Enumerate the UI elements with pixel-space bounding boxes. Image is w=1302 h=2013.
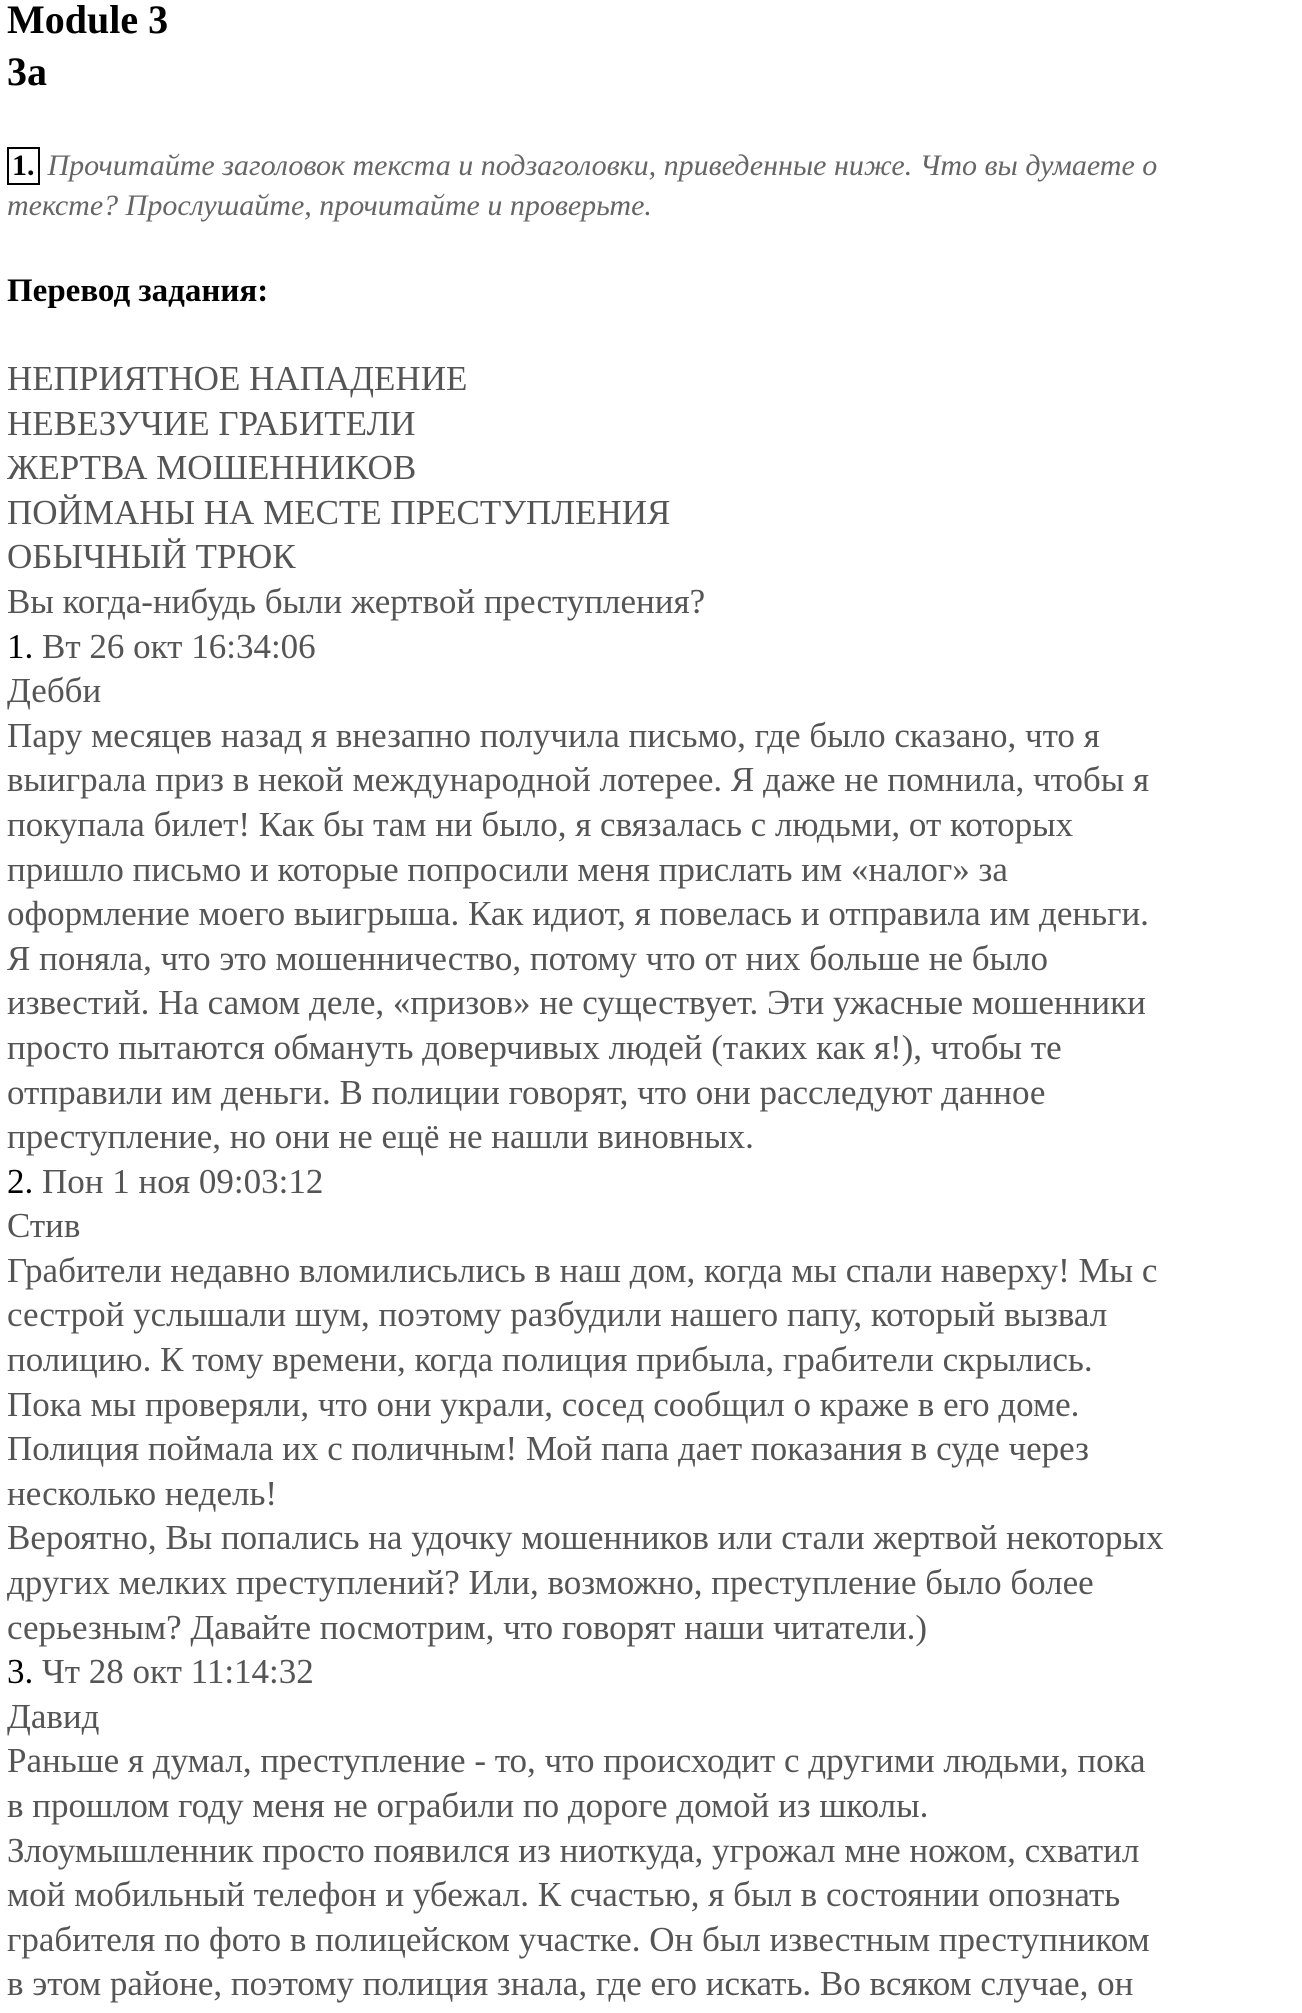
post-2-header <box>7 1160 1301 1205</box>
task-instruction <box>7 146 1297 226</box>
task-number-badge: 1. <box>7 147 40 185</box>
post-2-line: других мелких преступлений? Или, возможно, преступление было более <box>7 1563 1094 1603</box>
section-title: 3a <box>7 49 47 94</box>
post-3-line: грабителя по фото в полицейском участке. Он был известным преступником <box>7 1919 1150 1959</box>
post-2-number: 2. <box>7 1161 34 1201</box>
post-1-line: Я поняла, что это мошенничество, потому что от них больше не было <box>7 938 1049 978</box>
post-3-line: Раньше я думал, преступление - то, что происходит с другими людьми, пока <box>7 1741 1146 1781</box>
post-2-line: полицию. К тому времени, когда полиция прибыла, грабители скрылись. <box>7 1340 1093 1380</box>
post-2-line: Полиция поймала их с поличным! Мой папа дает показания в суде через <box>7 1429 1089 1469</box>
headline-2: НЕВЕЗУЧИЕ ГРАБИТЕЛИ <box>7 403 416 443</box>
post-2-line: Пока мы проверяли, что они украли, сосед сообщил о краже в его доме. <box>7 1384 1080 1424</box>
post-1-author: Дебби <box>7 671 102 711</box>
post-1-number: 1. <box>7 626 34 666</box>
post-2-line: Грабители недавно вломилисьлись в наш дом, когда мы спали наверху! Мы с <box>7 1250 1158 1290</box>
post-3-line: мой мобильный телефон и убежал. К счастью, я был в состоянии опознать <box>7 1875 1121 1915</box>
post-3-line: Злоумышленник просто появился из ниоткуда, угрожал мне ножом, схватил <box>7 1830 1140 1870</box>
post-1-header <box>7 625 1301 670</box>
post-1-date: Вт 26 окт 16:34:06 <box>42 626 316 666</box>
post-2-author: Стив <box>7 1206 81 1246</box>
post-2-line: серьезным? Давайте посмотрим, что говорят наши читатели.) <box>7 1607 928 1647</box>
post-1-line: Пару месяцев назад я внезапно получила письмо, где было сказано, что я <box>7 715 1100 755</box>
post-1-line: оформление моего выигрыша. Как идиот, я повелась и отправила им деньги. <box>7 894 1149 934</box>
post-1-line: отправили им деньги. В полиции говорят, что они расследуют данное <box>7 1072 1046 1112</box>
headline-5: ОБЫЧНЫЙ ТРЮК <box>7 537 296 577</box>
post-2-line: несколько недель! <box>7 1473 278 1513</box>
post-1-line: покупала билет! Как бы там ни было, я связалась с людьми, от которых <box>7 804 1074 844</box>
task-line-2: тексте? Прослушайте, прочитайте и проверьте. <box>7 189 652 222</box>
post-3-line: в этом районе, поэтому полиция знала, где его искать. Во всяком случае, он <box>7 1964 1134 2004</box>
headline-1: НЕПРИЯТНОЕ НАПАДЕНИЕ <box>7 359 468 398</box>
post-3-number: 3. <box>7 1652 34 1692</box>
headline-4: ПОЙМАНЫ НА МЕСТЕ ПРЕСТУПЛЕНИЯ <box>7 492 671 532</box>
task-line-1 <box>7 146 1297 186</box>
task-text-line-1: Прочитайте заголовок текста и подзаголовки, приведенные ниже. Что вы думаете о <box>47 149 1158 182</box>
post-3-line: в прошлом году меня не ограбили по дороге домой из школы. <box>7 1786 929 1825</box>
post-1-line: просто пытаются обмануть доверчивых людей (таких как я!), чтобы те <box>7 1027 1062 1067</box>
question-line: Вы когда-нибудь были жертвой преступления? <box>7 581 706 621</box>
post-2-line: Вероятно, Вы попались на удочку мошенников или стали жертвой некоторых <box>7 1518 1164 1558</box>
post-2-date: Пон 1 ноя 09:03:12 <box>42 1161 324 1201</box>
module-title: Module 3 <box>7 0 169 42</box>
post-3-header <box>7 1650 1301 1695</box>
post-3-date: Чт 28 окт 11:14:32 <box>42 1652 314 1692</box>
post-3-author: Давид <box>7 1696 100 1736</box>
post-1-line: выиграла приз в некой международной лотерее. Я даже не помнила, чтобы я <box>7 760 1150 800</box>
post-1-line: преступление, но они не ещё не нашли виновных. <box>7 1117 754 1157</box>
post-1-line: пришло письмо и которые попросили меня прислать им «налог» за <box>7 849 1008 889</box>
post-2-line: сестрой услышали шум, поэтому разбудили нашего папу, который вызвал <box>7 1295 1108 1335</box>
translated-text <box>7 357 1301 2007</box>
translation-heading: Перевод задания: <box>7 273 269 309</box>
post-1-line: известий. На самом деле, «призов» не существует. Эти ужасные мошенники <box>7 983 1146 1023</box>
headline-3: ЖЕРТВА МОШЕННИКОВ <box>7 448 417 488</box>
